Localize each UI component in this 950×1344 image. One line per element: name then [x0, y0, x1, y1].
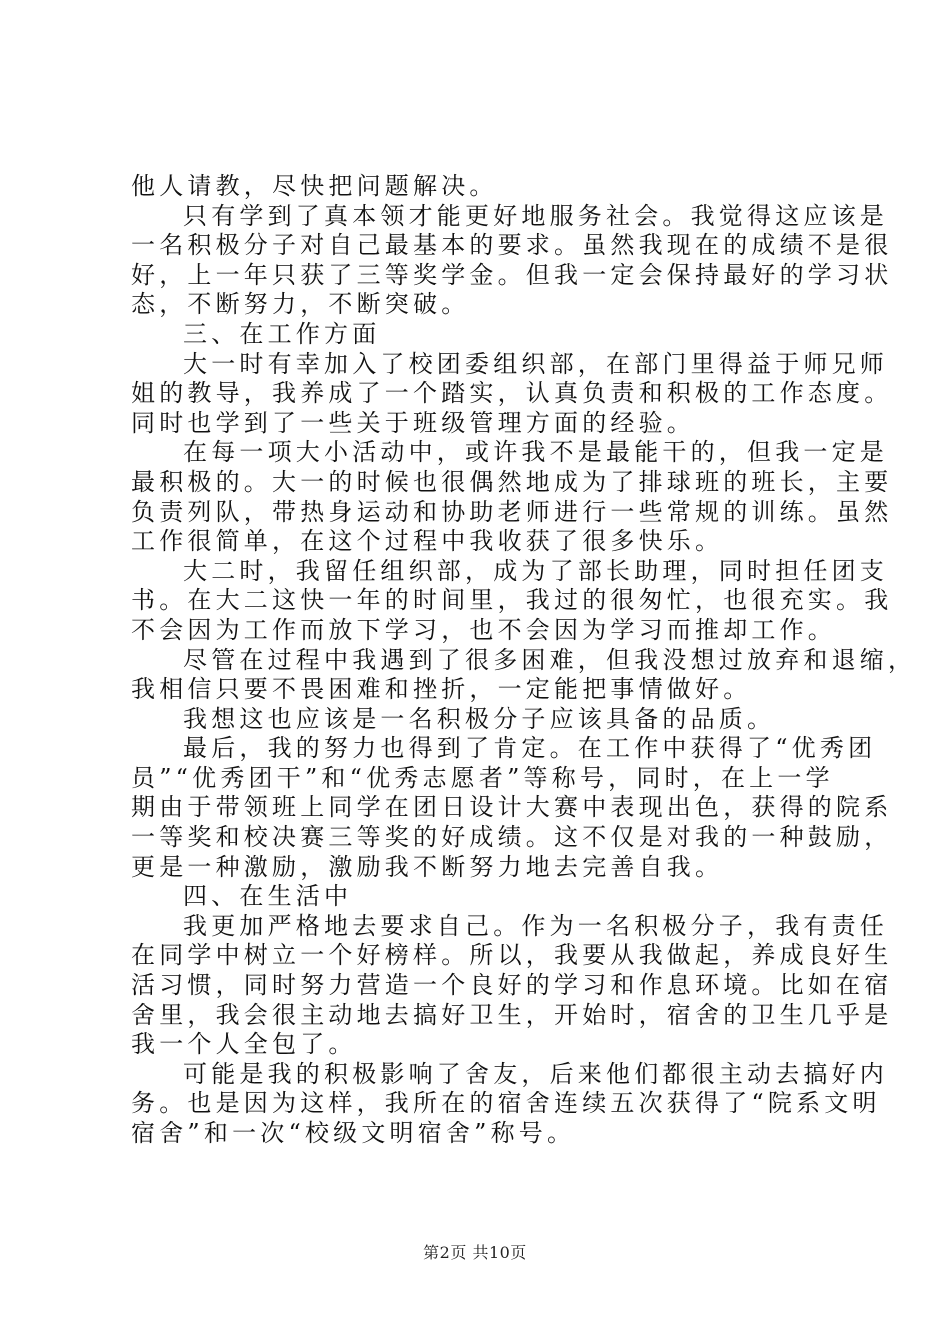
text-line: 态，不断努力，不断突破。	[131, 290, 470, 319]
text-line: 我想这也应该是一名积极分子应该具备的品质。	[183, 704, 776, 733]
text-line: 不会因为工作而放下学习，也不会因为学习而推却工作。	[131, 615, 836, 644]
text-line: 活习惯，同时努力营造一个良好的学习和作息环境。比如在宿	[131, 971, 893, 1000]
text-line: 在每一项大小活动中，或许我不是最能干的，但我一定是	[183, 438, 888, 467]
text-line: 三、在工作方面	[183, 319, 381, 348]
text-line: 一名积极分子对自己最基本的要求。虽然我现在的成绩不是很	[131, 231, 893, 260]
text-line: 最积极的。大一的时候也很偶然地成为了排球班的班长，主要	[131, 467, 893, 496]
text-line: 大一时有幸加入了校团委组织部，在部门里得益于师兄师	[183, 349, 888, 378]
text-line: 可能是我的积极影响了舍友，后来他们都很主动去搞好内	[183, 1059, 888, 1088]
text-line: 工作很简单，在这个过程中我收获了很多快乐。	[131, 527, 724, 556]
text-line: 一等奖和校决赛三等奖的好成绩。这不仅是对我的一种鼓励，	[131, 823, 893, 852]
text-line: 在同学中树立一个好榜样。所以，我要从我做起，养成良好生	[131, 941, 893, 970]
text-line: 只有学到了真本领才能更好地服务社会。我觉得这应该是	[183, 201, 888, 230]
text-line: 大二时，我留任组织部，成为了部长助理，同时担任团支	[183, 556, 888, 585]
text-line: 宿舍”和一次“校级文明宿舍”称号。	[131, 1119, 576, 1147]
text-line: 我一个人全包了。	[131, 1030, 357, 1059]
text-line: 最后，我的努力也得到了肯定。在工作中获得了“优秀团	[183, 734, 877, 763]
text-line: 务。也是因为这样，我所在的宿舍连续五次获得了“院系文明	[131, 1089, 881, 1118]
text-line: 我相信只要不畏困难和挫折，一定能把事情做好。	[131, 675, 752, 704]
text-line: 期由于带领班上同学在团日设计大赛中表现出色，获得的院系	[131, 793, 893, 822]
document-body	[131, 172, 917, 1149]
text-line: 负责列队，带热身运动和协助老师进行一些常规的训练。虽然	[131, 497, 893, 526]
text-line: 我更加严格地去要求自己。作为一名积极分子，我有责任	[183, 911, 888, 940]
text-line: 舍里，我会很主动地去搞好卫生，开始时，宿舍的卫生几乎是	[131, 1000, 893, 1029]
page-footer: 第2页 共10页	[423, 1243, 527, 1262]
text-line: 姐的教导，我养成了一个踏实，认真负责和积极的工作态度。	[131, 379, 893, 408]
text-line: 同时也学到了一些关于班级管理方面的经验。	[131, 408, 695, 437]
text-line: 他人请教，尽快把问题解决。	[131, 172, 498, 200]
text-line: 书。在大二这快一年的时间里，我过的很匆忙，也很充实。我	[131, 586, 893, 615]
text-line: 好，上一年只获了三等奖学金。但我一定会保持最好的学习状	[131, 260, 893, 289]
text-line: 尽管在过程中我遇到了很多困难，但我没想过放弃和退缩，	[183, 645, 917, 674]
text-line: 四、在生活中	[183, 882, 353, 911]
text-line: 员”“优秀团干”和“优秀志愿者”等称号，同时，在上一学	[131, 763, 834, 792]
text-line: 更是一种激励，激励我不断努力地去完善自我。	[131, 852, 724, 881]
